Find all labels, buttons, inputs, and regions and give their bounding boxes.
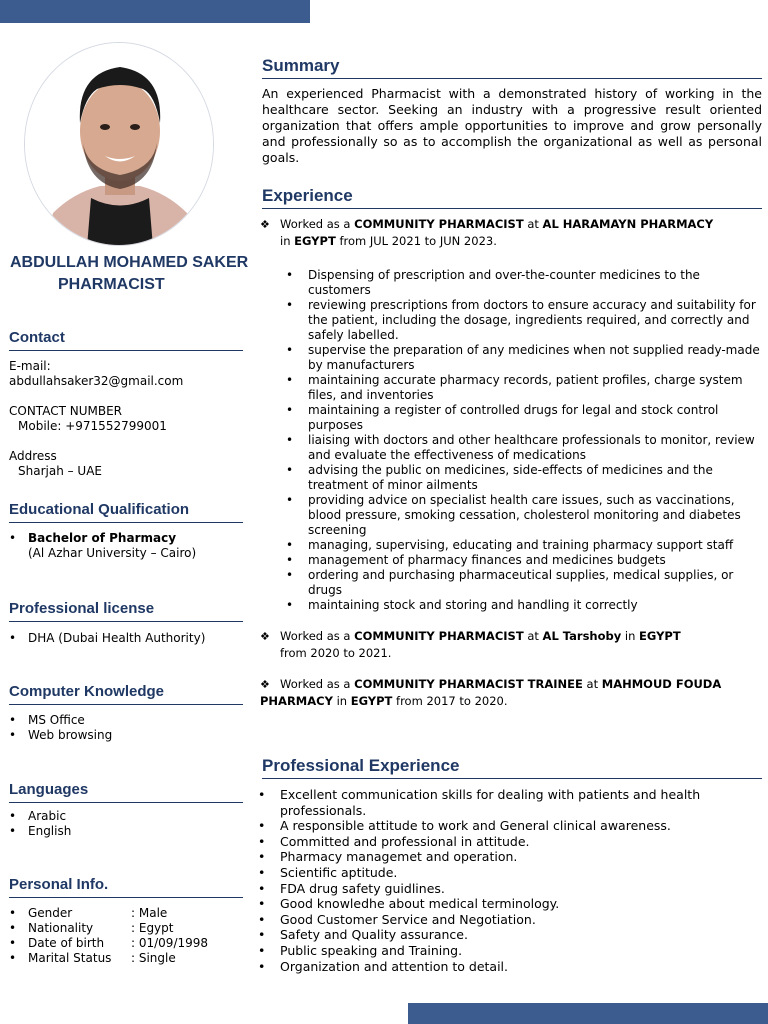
skill-item: • A responsible attitude to work and General clinical awareness.	[258, 818, 758, 834]
license-list	[9, 631, 249, 646]
education-heading: Educational Qualification	[9, 501, 243, 523]
job-entry-2: ❖ Worked as a COMMUNITY PHARMACIST at AL Tarshoby in EGYPT from 2020 to 2021.	[260, 629, 681, 660]
professional-heading: Professional Experience	[262, 756, 762, 779]
skill-item: • Pharmacy managemet and operation.	[258, 849, 758, 865]
list-item: • Web browsing	[9, 728, 249, 743]
address-label: Address	[9, 449, 57, 463]
duty-item: • maintaining accurate pharmacy records, patient profiles, charge system files, and inventories	[286, 373, 764, 403]
personal-heading: Personal Info.	[9, 876, 243, 898]
list-item: • Arabic	[9, 809, 249, 824]
duty-item: • Dispensing of prescription and over-the-counter medicines to the customers	[286, 268, 764, 298]
bottom-accent-bar	[408, 1003, 768, 1024]
list-item: • DHA (Dubai Health Authority)	[9, 631, 249, 646]
duty-item: • supervise the preparation of any medicines when not supplied ready-made by manufacturers	[286, 343, 764, 373]
person-silhouette-icon	[25, 43, 214, 246]
duty-item: • management of pharmacy finances and medicines budgets	[286, 553, 764, 568]
job-entry-1: ❖ Worked as a COMMUNITY PHARMACIST at AL HARAMAYN PHARMACY in EGYPT from JUL 2021 to JUN 2023.	[260, 217, 714, 248]
duties-list	[286, 268, 764, 613]
duty-item: • providing advice on specialist health care issues, such as vaccinations, blood pressure, smoking cessation, cholesterol monitoring and diabetes screening	[286, 493, 764, 538]
skill-item: • Scientific aptitude.	[258, 865, 758, 881]
list-item: • English	[9, 824, 249, 839]
education-list	[9, 531, 249, 561]
computer-list	[9, 713, 249, 743]
candidate-name: ABDULLAH MOHAMED SAKER	[10, 254, 249, 271]
summary-heading: Summary	[262, 56, 762, 79]
skill-item: • Committed and professional in attitude.	[258, 834, 758, 850]
candidate-title: PHARMACIST	[58, 276, 165, 293]
diamond-bullet-icon: ❖	[260, 218, 270, 231]
skill-item: • Good Customer Service and Negotiation.	[258, 912, 758, 928]
school: (Al Azhar University – Cairo)	[28, 546, 197, 560]
degree: Bachelor of Pharmacy	[28, 531, 177, 545]
skill-item: • Good knowledhe about medical terminology.	[258, 896, 758, 912]
email-label: E-mail:	[9, 359, 51, 373]
license-heading: Professional license	[9, 600, 243, 622]
skill-item: • FDA drug safety guidlines.	[258, 881, 758, 897]
duty-item: • liaising with doctors and other healthcare professionals to monitor, review and evaluate the effectiveness of medications	[286, 433, 764, 463]
address-value: Sharjah – UAE	[18, 464, 103, 478]
contact-number-label: CONTACT NUMBER	[9, 404, 122, 418]
summary-text: An experienced Pharmacist with a demonstrated history of working in the healthcare sector. Seeking an industry with a progressive result oriented organization that offers ample opportunities to improve and grow personally and professionally so as to accomplish the organizational as well as personal goals.	[262, 86, 762, 165]
computer-heading: Computer Knowledge	[9, 683, 243, 705]
skill-item: • Safety and Quality assurance.	[258, 927, 758, 943]
duty-item: • managing, supervising, educating and training pharmacy support staff	[286, 538, 764, 553]
duty-item: • advising the public on medicines, side-effects of medicines and the treatment of minor ailments	[286, 463, 764, 493]
skill-item: • Public speaking and Training.	[258, 943, 758, 959]
contact-heading: Contact	[9, 329, 243, 351]
diamond-bullet-icon: ❖	[260, 630, 270, 643]
skill-item: • Excellent communication skills for dealing with patients and health professionals.	[258, 787, 758, 818]
skills-list	[258, 787, 758, 974]
list-item: • Date of birth : 01/09/1998	[9, 936, 249, 951]
languages-list	[9, 809, 249, 839]
list-item	[9, 531, 249, 561]
languages-heading: Languages	[9, 781, 243, 803]
list-item: • MS Office	[9, 713, 249, 728]
candidate-name-block	[10, 252, 260, 296]
list-item: • Marital Status : Single	[9, 951, 249, 966]
list-item: • Nationality : Egypt	[9, 921, 249, 936]
email-value: abdullahsaker32@gmail.com	[9, 374, 184, 388]
personal-list	[9, 906, 249, 966]
experience-heading: Experience	[262, 186, 762, 209]
list-item: • Gender : Male	[9, 906, 249, 921]
job-entry-3: ❖ Worked as a COMMUNITY PHARMACIST TRAINEE at MAHMOUD FOUDA PHARMACY in EGYPT from 2017 to 2020.	[260, 677, 722, 708]
contact-details	[9, 359, 249, 479]
duty-item: • ordering and purchasing pharmaceutical supplies, medical supplies, or drugs	[286, 568, 764, 598]
duty-item: • maintaining a register of controlled drugs for legal and stock control purposes	[286, 403, 764, 433]
diamond-bullet-icon: ❖	[260, 678, 270, 691]
duty-item: • maintaining stock and storing and handling it correctly	[286, 598, 764, 613]
top-accent-bar	[0, 0, 310, 23]
profile-photo	[24, 42, 214, 246]
mobile-value: Mobile: +971552799001	[18, 419, 167, 433]
duty-item: • reviewing prescriptions from doctors to ensure accuracy and suitability for the patient, including the dosage, ingredients required, and correctly and safely labelled.	[286, 298, 764, 343]
skill-item: • Organization and attention to detail.	[258, 959, 758, 975]
